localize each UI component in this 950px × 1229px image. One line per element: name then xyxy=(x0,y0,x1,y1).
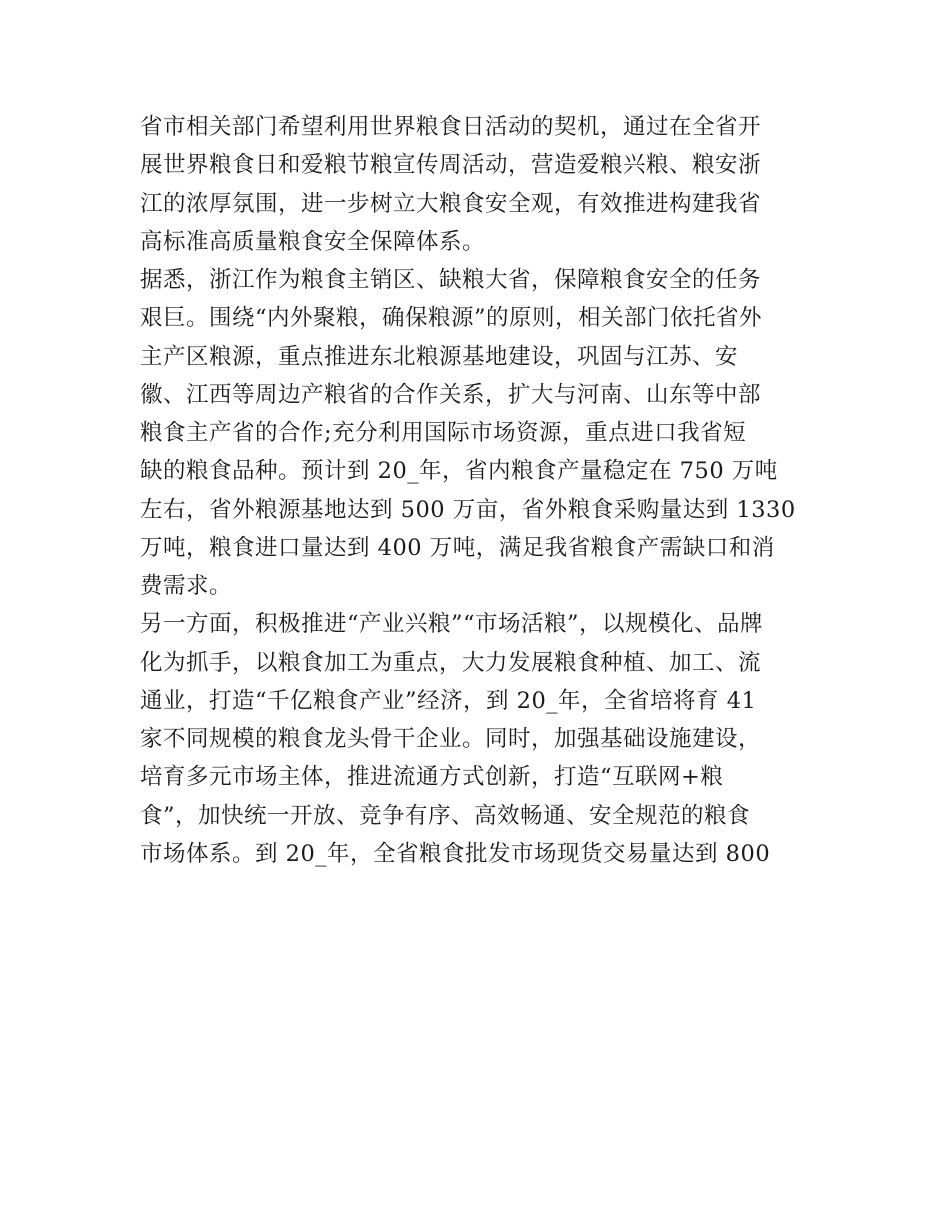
text-line: 家不同规模的粮食龙头骨干企业。同时，加强基础设施建设， xyxy=(140,726,762,752)
text-line: 高标准高质量粮食安全保障体系。 xyxy=(140,228,486,255)
text-line: 主产区粮源，重点推进东北粮源基地建设，巩固与江苏、安 xyxy=(140,343,739,370)
text-line: 江的浓厚氛围，进一步树立大粮食安全观，有效推进构建我省 xyxy=(140,190,762,217)
text-line: 据悉，浙江作为粮食主销区、缺粮大省，保障粮食安全的任务 xyxy=(140,267,762,293)
text-line: 万吨，粮食进口量达到 400 万吨，满足我省粮食产需缺口和消 xyxy=(140,534,775,561)
text-line: 粮食主产省的合作;充分利用国际市场资源，重点进口我省短 xyxy=(140,420,747,446)
text-line: 费需求。 xyxy=(140,573,233,599)
text-line: 徽、江西等周边产粮省的合作关系，扩大与河南、山东等中部 xyxy=(140,381,762,408)
text-line: 化为抓手，以粮食加工为重点，大力发展粮食种植、加工、流 xyxy=(140,649,762,676)
text-line: 培育多元市场主体，推进流通方式创新，打造“互联网+粮 xyxy=(140,764,724,791)
text-line: 艰巨。围绕“内外聚粮，确保粮源”的原则，相关部门依托省外 xyxy=(140,305,763,332)
text-line: 食”，加快统一开放、竞争有序、高效畅通、安全规范的粮食 xyxy=(140,802,751,829)
text-line: 展世界粮食日和爱粮节粮宣传周活动，营造爱粮兴粮、粮安浙 xyxy=(140,152,762,179)
document-body-text xyxy=(140,108,812,873)
text-line: 通业，打造“千亿粮食产业”经济，到 20_年，全省培将育 41 xyxy=(140,687,757,714)
text-line: 另一方面，积极推进“产业兴粮”“市场活粮”，以规模化、品牌 xyxy=(140,611,764,638)
text-line: 省市相关部门希望利用世界粮食日活动的契机，通过在全省开 xyxy=(140,114,762,140)
text-line: 左右，省外粮源基地达到 500 万亩，省外粮食采购量达到 1330 xyxy=(140,496,796,523)
text-line: 缺的粮食品种。预计到 20_年，省内粮食产量稳定在 750 万吨 xyxy=(140,458,778,485)
text-line: 市场体系。到 20_年，全省粮食批发市场现货交易量达到 800 xyxy=(140,840,771,867)
